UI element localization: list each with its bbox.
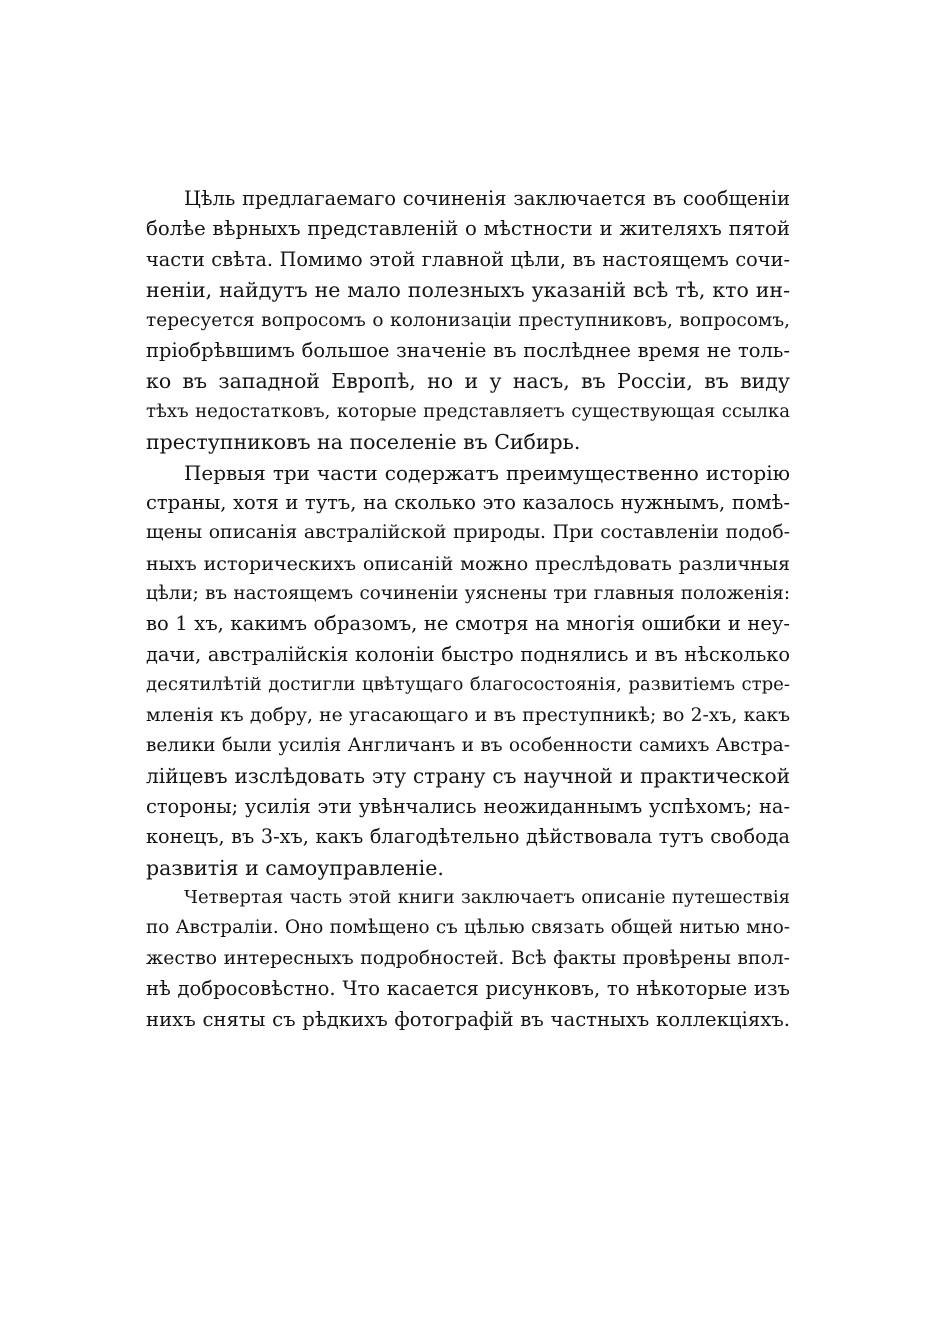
text-line: лійцевъ изслѣдовать эту страну съ научной и практической [146,764,790,789]
text-line: по Австраліи. Оно помѣщено съ цѣлью связать общей нитью мно- [146,917,790,939]
text-line: мленія къ добру, не угасающаго и въ преступникѣ; во 2-хъ, какъ [146,704,790,726]
text-line: тересуется вопросомъ о колонизаціи преступниковъ, вопросомъ, [146,309,790,331]
text-line: страны, хотя и тутъ, на сколько это казалось нужнымъ, помѣ- [146,490,790,514]
text-line: болѣе вѣрныхъ представленій о мѣстности и жителяхъ пятой [146,217,790,241]
text-line: цѣли; въ настоящемъ сочиненіи уяснены три главныя положенія: [146,583,790,605]
text-line: велики были усилія Англичанъ и въ особенности самихъ Австра- [146,735,790,757]
text-line: пріобрѣвшимъ большое значеніе въ послѣднее время не толь- [146,338,790,362]
text-line: части свѣта. Помимо этой главной цѣли, въ настоящемъ сочи- [146,247,790,271]
text-line: нѣ добросовѣстно. Что касается рисунковъ, то нѣкоторые изъ [146,977,790,1001]
paragraph-3 [146,883,790,1035]
paragraph-2 [146,458,790,883]
text-line: ныхъ историческихъ описаній можно преслѣдовать различныя [146,552,790,575]
text-line: стороны; усилія эти увѣнчались неожиданнымъ успѣхомъ; на- [146,794,790,818]
text-line: неніи, найдутъ не мало полезныхъ указаній всѣ тѣ, кто ин- [146,278,790,303]
paragraph-1 [146,184,790,458]
text-line: преступниковъ на поселеніе въ Сибирь. [146,430,581,455]
text-line: конецъ, въ 3-хъ, какъ благодѣтельно дѣйствовала тутъ свобода [146,825,790,849]
text-line: дачи, австралійскія колоніи быстро поднялись и въ нѣсколько [146,642,790,666]
text-line: Цѣль предлагаемаго сочиненія заключается въ сообщеніи [184,187,790,210]
body-text [146,184,790,1035]
text-line: во 1 хъ, какимъ образомъ, не смотря на многія ошибки и неу- [146,612,790,636]
text-line: щены описанія австралійской природы. При составленіи подоб- [146,522,790,544]
text-line: десятилѣтій достигли цвѣтущаго благосостоянія, развитіемъ стре- [146,674,790,696]
text-line: развитія и самоуправленіе. [146,855,444,880]
text-line: ко въ западной Европѣ, но и у насъ, въ Россіи, въ виду [146,369,790,394]
text-line: жество интересныхъ подробностей. Всѣ факты провѣрены впол- [146,947,790,969]
text-line: Первыя три части содержатъ преимущественно исторію [184,460,790,485]
text-line: Четвертая часть этой книги заключаетъ описаніе путешествія [184,886,790,908]
text-line: нихъ сняты съ рѣдкихъ фотографій въ частныхъ коллекціяхъ. [146,1007,790,1031]
text-line: тѣхъ недостатковъ, которые представляетъ существующая ссылка [146,400,790,422]
